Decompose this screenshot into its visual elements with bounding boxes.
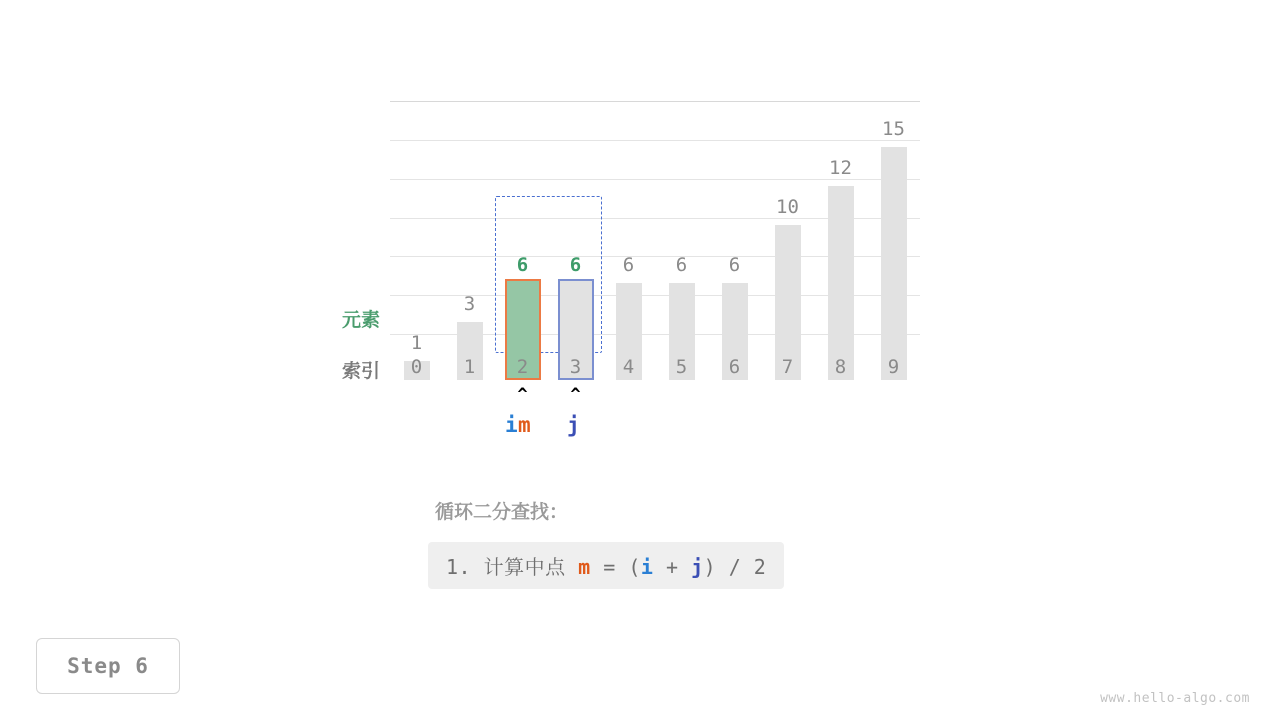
- code-token-i: i: [640, 555, 654, 579]
- bar-slot: [761, 90, 814, 380]
- bar-value: 6: [728, 254, 741, 276]
- index-label: 8: [834, 356, 847, 378]
- code-prefix: 1. 计算中点: [446, 555, 579, 579]
- row-title-elements: 元素: [341, 309, 380, 331]
- index-label: 4: [622, 356, 635, 378]
- bar-slot: [655, 90, 708, 380]
- code-token-m: m: [578, 555, 591, 579]
- bar-group: [390, 90, 920, 380]
- bar: [881, 147, 907, 380]
- bar-slot: [814, 90, 867, 380]
- code-eq: = (: [590, 555, 641, 579]
- bar-value: 15: [882, 118, 905, 140]
- bar-slot: [602, 90, 655, 380]
- pointer-label-j: j: [567, 413, 580, 437]
- bar-value: 12: [829, 157, 852, 179]
- bar-value: 6: [622, 254, 635, 276]
- watermark: www.hello-algo.com: [1100, 691, 1250, 706]
- caret-icon-j: ^: [570, 385, 581, 405]
- code-suffix: ) / 2: [703, 555, 767, 579]
- code-token-j: j: [691, 555, 704, 579]
- index-label: 1: [463, 356, 476, 378]
- row-title-index: 索引: [341, 360, 380, 382]
- pointer-label-i: i: [505, 413, 518, 437]
- bar-value: 6: [675, 254, 688, 276]
- index-label: 9: [887, 356, 900, 378]
- index-label: 5: [675, 356, 688, 378]
- bar-value: 6: [569, 254, 582, 276]
- bar-value: 1: [410, 332, 423, 354]
- code-line: [428, 542, 784, 589]
- caret-icon-i: ^: [517, 385, 528, 405]
- bar-slot-j: [549, 90, 602, 380]
- bar-value: 10: [776, 196, 799, 218]
- index-label: 0: [410, 356, 423, 378]
- index-label: 3: [569, 356, 582, 378]
- caption-title: 循环二分查找：: [435, 501, 569, 523]
- index-axis: [390, 350, 920, 390]
- code-plus: +: [653, 555, 692, 579]
- bar-chart: [300, 60, 940, 380]
- bar-slot: [708, 90, 761, 380]
- bar-slot: [443, 90, 496, 380]
- bar-slot: [390, 90, 443, 380]
- bar-value: 6: [516, 254, 529, 276]
- bar-value: 3: [463, 293, 476, 315]
- pointer-label-m: m: [518, 413, 531, 437]
- bar-slot: [867, 90, 920, 380]
- index-label: 2: [516, 356, 529, 378]
- step-badge: Step 6: [36, 638, 180, 694]
- index-label: 7: [781, 356, 794, 378]
- bar-slot-i: [496, 90, 549, 380]
- pointer-markers: [300, 385, 940, 455]
- index-label: 6: [728, 356, 741, 378]
